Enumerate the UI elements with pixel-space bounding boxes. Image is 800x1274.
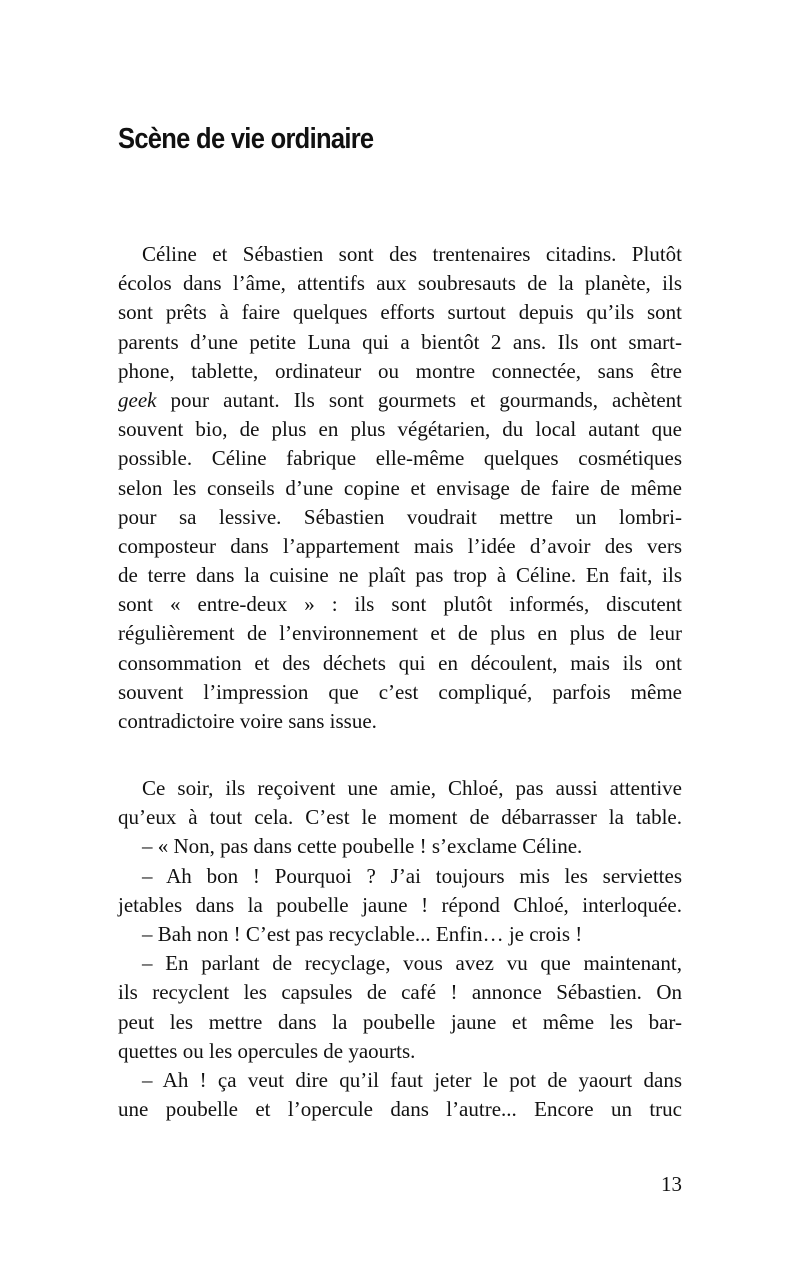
text-line: jetables dans la poubelle jaune ! répond Chloé, interloquée. [118, 892, 682, 917]
text-line: selon les conseils d’une copine et envisage de faire de même [118, 475, 682, 500]
page-number: 13 [661, 1172, 682, 1196]
text-line: pour sa lessive. Sébastien voudrait mettre un lombri- [118, 504, 682, 529]
dialogue-line: – En parlant de recyclage, vous avez vu que maintenant, [142, 951, 682, 976]
dialogue-line: – Ah ! ça veut dire qu’il faut jeter le pot de yaourt dans [142, 1067, 682, 1092]
text-line: qu’eux à tout cela. C’est le moment de débarrasser la table. [118, 805, 682, 830]
text-line: sont « entre-deux » : ils sont plutôt informés, discutent [118, 592, 682, 617]
dialogue-line: – Bah non ! C’est pas recyclable... Enfin… je crois ! [142, 921, 583, 946]
text-line: écolos dans l’âme, attentifs aux soubresauts de la planète, ils [118, 271, 682, 296]
text-line: composteur dans l’appartement mais l’idée d’avoir des vers [118, 533, 682, 558]
paragraph-intro [118, 240, 682, 736]
text-line: régulièrement de l’environnement et de plus en plus de leur [118, 621, 682, 646]
italic-word: geek [118, 387, 157, 412]
text-line [118, 386, 682, 415]
text-line: de terre dans la cuisine ne plaît pas trop à Céline. En fait, ils [118, 563, 682, 588]
text-line: ils recyclent les capsules de café ! annonce Sébastien. On [118, 980, 682, 1005]
text-line: parents d’une petite Luna qui a bientôt 2 ans. Ils ont smart- [118, 329, 682, 354]
text-line: contradictoire voire sans issue. [118, 709, 377, 733]
dialogue-line: – Ah bon ! Pourquoi ? J’ai toujours mis les serviettes [142, 863, 682, 888]
dialogue-line: – « Non, pas dans cette poubelle ! s’exclame Céline. [142, 834, 583, 859]
text-line: possible. Céline fabrique elle-même quelques cosmétiques [118, 446, 682, 471]
text-line: Céline et Sébastien sont des trentenaires citadins. Plutôt [142, 242, 682, 266]
text-line: une poubelle et l’opercule dans l’autre... Encore un truc [118, 1097, 682, 1122]
text-line-rest: pour autant. Ils sont gourmets et gourmands, achètent [156, 387, 682, 412]
text-line: Ce soir, ils reçoivent une amie, Chloé, pas aussi attentive [142, 776, 682, 800]
text-line: consommation et des déchets qui en découlent, mais ils ont [118, 650, 682, 675]
text-line: peut les mettre dans la poubelle jaune et même les bar- [118, 1009, 682, 1034]
text-line: quettes ou les opercules de yaourts. [118, 1038, 416, 1063]
text-line: souvent l’impression que c’est compliqué, parfois même [118, 679, 682, 704]
paragraph-dialogue [118, 774, 682, 1124]
chapter-title: Scène de vie ordinaire [118, 123, 374, 155]
text-line: phone, tablette, ordinateur ou montre connectée, sans être [118, 358, 682, 383]
text-line: sont prêts à faire quelques efforts surtout depuis qu’ils sont [118, 300, 682, 325]
text-line: souvent bio, de plus en plus végétarien, du local autant que [118, 417, 682, 442]
